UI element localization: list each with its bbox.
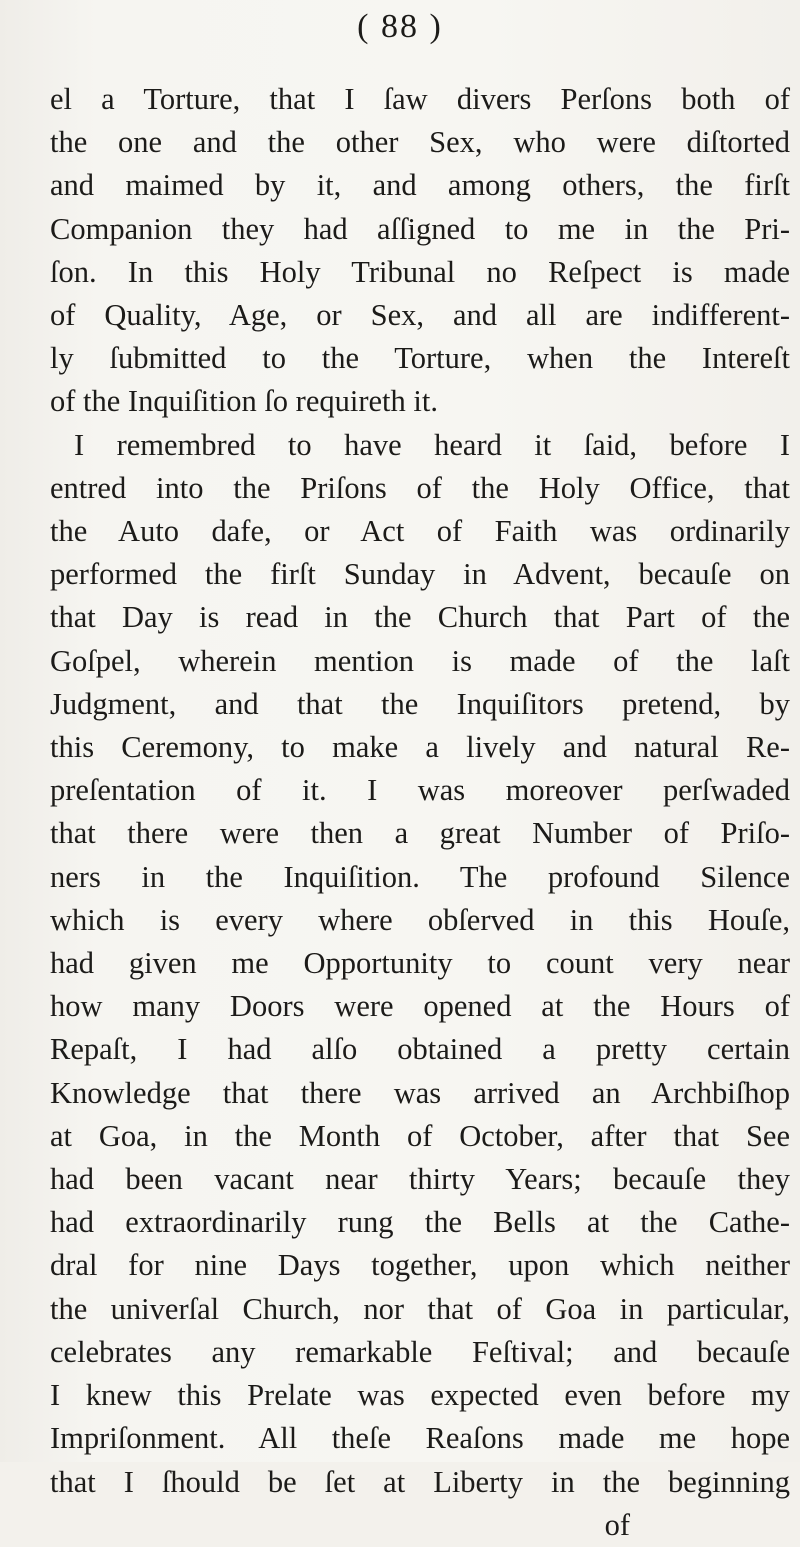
text-line: ners in the Inquiſition. The profound Silence	[50, 859, 790, 894]
text-line: of Quality, Age, or Sex, and all are indifferent-	[50, 298, 790, 333]
text-line: preſentation of it. I was moreover perſwaded	[50, 773, 790, 808]
text-line: ſon. In this Holy Tribunal no Reſpect is made	[50, 254, 790, 289]
text-line: el a Torture, that I ſaw divers Perſons both of	[50, 82, 790, 116]
text-line: the univerſal Church, nor that of Goa in particular,	[50, 1291, 790, 1326]
text-line: ly ſubmitted to the Torture, when the Intereſt	[50, 341, 790, 376]
text-line: that I ſhould be ſet at Liberty in the beginning	[50, 1464, 790, 1499]
text-line: celebrates any remarkable Feſtival; and becauſe	[50, 1334, 790, 1369]
text-line: Repaſt, I had alſo obtained a pretty certain	[50, 1032, 790, 1067]
text-line: entred into the Priſons of the Holy Office, that	[50, 470, 790, 505]
text-line: this Ceremony, to make a lively and natural Re-	[50, 730, 790, 765]
text-line: the Auto dafe, or Act of Faith was ordinarily	[50, 514, 790, 549]
text-line: had given me Opportunity to count very near	[50, 946, 790, 981]
text-line: Companion they had aſſigned to me in the Pri-	[50, 211, 790, 246]
body-text	[50, 78, 790, 1547]
text-line: I remembred to have heard it ſaid, before I	[74, 427, 790, 462]
text-line: at Goa, in the Month of October, after that See	[50, 1118, 790, 1153]
text-line: had extraordinarily rung the Bells at the Cathe-	[50, 1205, 790, 1240]
text-line: Judgment, and that the Inquiſitors pretend, by	[50, 686, 790, 721]
text-line: the one and the other Sex, who were diſtorted	[50, 125, 790, 160]
text-line: how many Doors were opened at the Hours of	[50, 989, 790, 1024]
text-line: dral for nine Days together, upon which neither	[50, 1248, 790, 1283]
text-line: which is every where obſerved in this Houſe,	[50, 902, 790, 937]
text-line: Knowledge that there was arrived an Archbiſhop	[50, 1075, 790, 1110]
text-line: Impriſonment. All theſe Reaſons made me hope	[50, 1421, 790, 1456]
text-line: that there were then a great Number of Priſo-	[50, 816, 790, 851]
text-line: Goſpel, wherein mention is made of the laſt	[50, 643, 790, 678]
text-line: of the Inquiſition ſo requireth it.	[50, 384, 438, 419]
text-line: had been vacant near thirty Years; becauſe they	[50, 1162, 790, 1197]
page-number: ( 88 )	[357, 8, 443, 45]
catchword: of	[604, 1507, 630, 1542]
text-line: performed the firſt Sunday in Advent, becauſe on	[50, 557, 790, 592]
text-line: and maimed by it, and among others, the firſt	[50, 168, 790, 203]
text-line: that Day is read in the Church that Part of the	[50, 600, 790, 635]
text-line: I knew this Prelate was expected even before my	[50, 1378, 790, 1413]
